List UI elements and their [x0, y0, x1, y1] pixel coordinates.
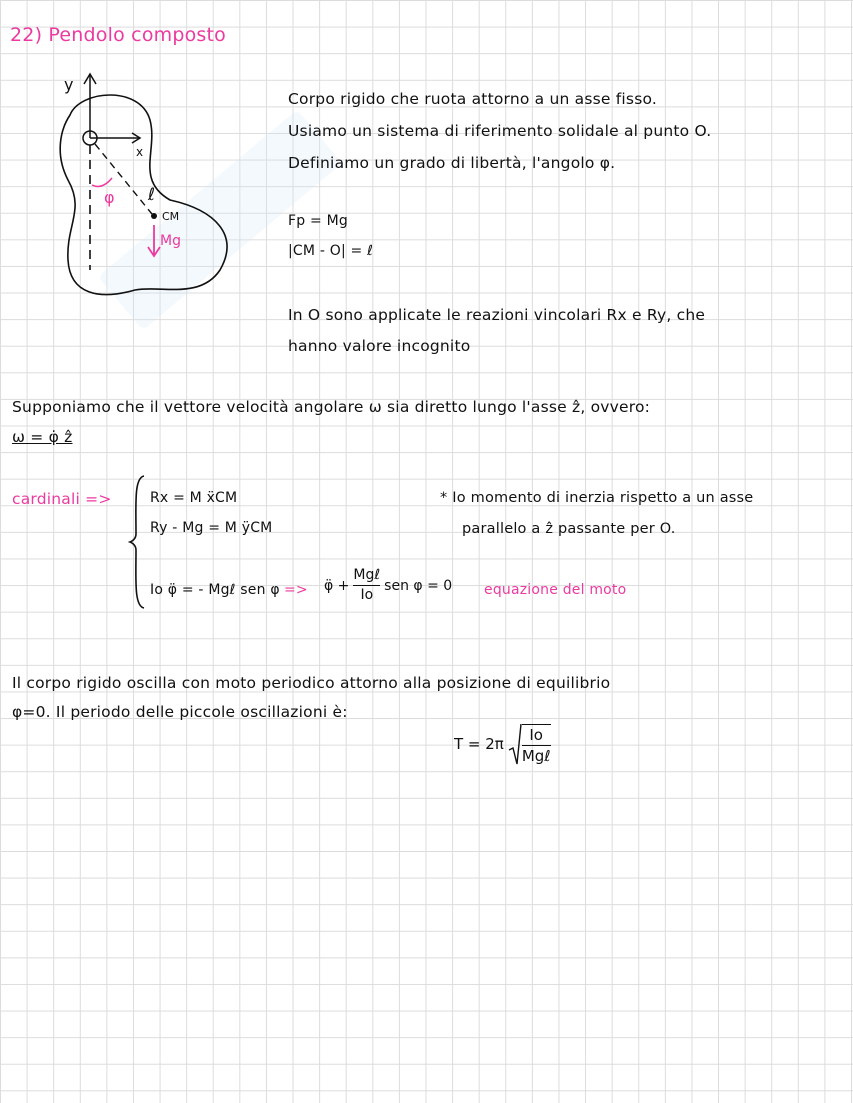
reactions-line-1: In O sono applicate le reazioni vincolari Rx e Ry, che: [288, 306, 706, 324]
weight-label: Mg: [160, 233, 181, 249]
intro-line-3: Definiamo un grado di libertà, l'angolo φ.: [288, 154, 616, 172]
period-num: Io: [529, 725, 543, 744]
intro-line-1: Corpo rigido che ruota attorno a un asse fisso.: [288, 90, 658, 108]
conclusion-line-1: Il corpo rigido oscilla con moto periodico attorno alla posizione di equilibrio: [12, 674, 611, 692]
eq4-num: Mgℓ: [353, 567, 381, 583]
cardinali-eq-1: Rx = M ẍCM: [150, 490, 238, 506]
conclusion-line-2: φ=0. Il periodo delle piccole oscillazioni è:: [12, 703, 348, 721]
angle-label: φ: [104, 188, 115, 207]
velocity-line-2: ω = φ̇ ẑ: [12, 428, 73, 446]
note-line-2: parallelo a ẑ passante per O.: [462, 521, 676, 537]
cardinali-eq-3: Io φ̈ = - Mgℓ sen φ: [150, 582, 280, 598]
axis-y-label: y: [64, 75, 74, 94]
eq4-den: Io: [360, 587, 374, 604]
sqrt-sign: [508, 722, 522, 766]
velocity-line-1: Supponiamo che il vettore velocità angolare ω sia diretto lungo l'asse ẑ, ovvero:: [12, 398, 651, 416]
implies-arrow: =>: [284, 582, 308, 598]
cardinali-eq-2: Ry - Mg = M ÿCM: [150, 520, 273, 536]
system-brace: [128, 474, 148, 610]
note-line-1: * Io momento di inerzia rispetto a un asse: [440, 490, 754, 506]
eq4-fraction: [353, 568, 380, 604]
period-left: T = 2π: [454, 735, 504, 753]
formula-fp: Fp = Mg: [288, 213, 348, 229]
page-title: 22) Pendolo composto: [10, 24, 227, 46]
period-fraction: [522, 724, 551, 765]
formula-cm: |CM - O| = ℓ: [288, 243, 374, 259]
cardinali-label: cardinali =>: [12, 490, 112, 508]
eq4-right: sen φ = 0: [384, 577, 453, 594]
period-formula: [454, 722, 555, 766]
rigid-body-outline: [60, 95, 227, 295]
equation-of-motion: [324, 568, 452, 604]
axis-x-label: x: [136, 145, 144, 159]
intro-line-2: Usiamo un sistema di riferimento solidale al punto O.: [288, 122, 712, 140]
cm-label: CM: [162, 210, 180, 223]
pendulum-diagram: [40, 60, 280, 330]
reactions-line-2: hanno valore incognito: [288, 337, 471, 355]
eq4-left: φ̈ +: [324, 577, 350, 594]
length-label: ℓ: [148, 185, 156, 205]
period-den: Mgℓ: [521, 747, 551, 765]
equation-label: equazione del moto: [484, 582, 627, 598]
